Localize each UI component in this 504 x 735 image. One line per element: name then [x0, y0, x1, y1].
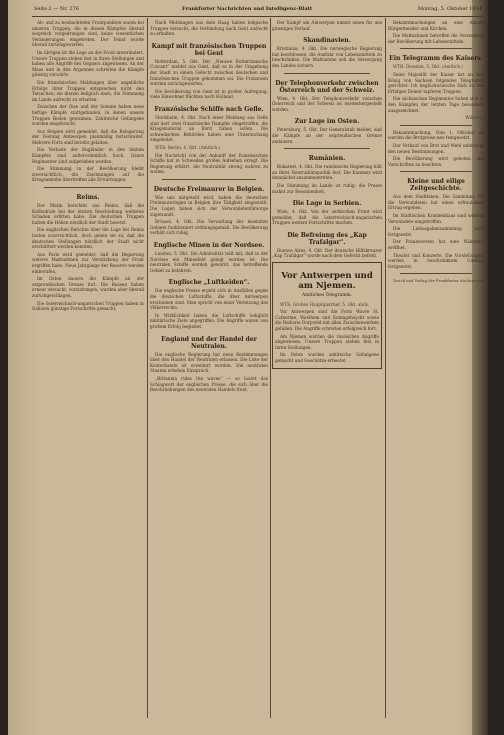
article-text: Die französischen Meldungen über angebliche Erfolge ihrer Truppen entsprechen nicht den Tatsachen; sie dienen lediglich dazu, die Stimmung im Lande aufrecht zu erhalten.: [32, 79, 144, 102]
article-text: Seine Majestät der Kaiser hat an den König von Sachsen folgendes Telegramm gerichtet: Ich beglückwünsche Dich zu den Erfolgen Deiner tapferen Truppen.: [388, 71, 484, 94]
article-text: Die Stimmung in der Bevölkerung bleibt zuversichtlich; die Zeichnungen auf die Kriegsanleihe übertreffen alle Erwartungen.: [32, 166, 144, 183]
article-text: Wien, 4. Okt. Von der serbischen Front wird gemeldet, daß die österreichisch-ungarischen Truppen weitere Fortschritte machen.: [272, 209, 382, 226]
article-heading: Die Befreiung des „Kap Trafalgar“.: [287, 231, 367, 246]
article-text: Im Osten dauern die Kämpfe an der ostpreußischen Grenze fort. Die Russen haben erneut versucht, vorzudringen, wurden aber überall zurückgeschlagen.: [32, 276, 144, 298]
separator: [284, 73, 370, 74]
column-rule: [385, 18, 386, 718]
column-2: [150, 20, 268, 720]
article-text: Im Städtischen Krankenhaus sind weitere Verwundete eingetroffen.: [388, 213, 484, 224]
official-telegram-box: [272, 262, 382, 369]
signature: Wilhelm.: [465, 115, 484, 121]
separator: [44, 187, 132, 188]
article-heading: Ein Telegramm des Kaisers.: [389, 55, 483, 63]
article-heading-large: Vor Antwerpen und am Njemen.: [281, 271, 373, 292]
article-text: Ab- und zu beobachteten Frontpunkten waren bei unseren Truppen, die in diesen Kämpfen überall siegreich vorgedrungen sind, keine wesentlichen Veränderungen eingetreten. Der Feind wurde überall zurückgeworfen.: [32, 20, 144, 48]
article-text: Der Kampf um Antwerpen nimmt einen für uns günstigen Verlauf.: [272, 20, 382, 31]
article-heading: Der Telephonverkehr zwischen Österreich und der Schweiz.: [275, 79, 379, 94]
article-text: Stockholm, 4. Okt. Nach einer Meldung aus Gefle sind dort zwei französische Dampfer eingetroffen, die Kriegsmaterial an Bord haben sollen. Die schwedischen Behörden haben eine Untersuchung eingeleitet.: [150, 114, 268, 143]
imprint: Druck und Verlag der Frankfurter Nachrichten: [393, 278, 484, 284]
article-text: Der Frauenverein hat eine Nähstube eröffnet.: [388, 239, 484, 251]
separator: [400, 273, 472, 274]
article-text: Rotterdam, 5. Okt. Der „Nieuwe Rotterdamsche Courant“ meldet aus Gent, daß es in der Umgebung der Stadt zu einem Gefecht zwischen deutschen und französischen Truppen gekommen sei. Die Franzosen wurden zurückgeworfen.: [150, 58, 268, 87]
article-text: Die Stimmung im Lande ist ruhig; die Presse mahnt zur Besonnenheit.: [272, 182, 382, 194]
column-rule: [147, 18, 148, 718]
issue-date: Montag, 5. Oktober 1914: [417, 6, 482, 12]
article-text: London, 5. Okt. Die Admiralität teilt mit, daß in der Nordsee ein Minenfeld gelegt worden ist. Die neutralen Schiffe werden gewarnt, das betreffende Gebiet zu befahren.: [150, 251, 268, 273]
article-text: Theater und Konzerte. Die Vorstellungen werden in beschränktem Umfang fortgesetzt.: [388, 252, 484, 269]
article-text: Die Nachricht von der Ankunft der französischen Schiffe hat in Schweden großes Aufsehen erregt. Die Regierung erklärt, die Neutralität streng wahren zu wollen.: [150, 152, 268, 175]
separator: [400, 171, 472, 172]
separator: [162, 179, 256, 180]
article-text: Die Maßnahmen betreffen die Versorgung der Bevölkerung mit Lebensmitteln.: [388, 33, 484, 44]
article-text: Zwischen der Oise und der Somme haben neue heftige Kämpfe stattgefunden, in denen unsere Truppen Boden gewannen. Zahlreiche Gefangene wurden eingebracht.: [32, 104, 144, 127]
article-text: „Britannia rules the waves“ — so lautet das Schlagwort der englischen Presse, die sich über die Beschränkungen des neutralen Handels freut.: [150, 375, 268, 393]
article-text: Wien, 4. Okt. Der Telephonverkehr zwischen Österreich und der Schweiz ist wiederhergestellt worden.: [272, 95, 382, 112]
article-text: Die Liebesgabensammlung wird fortgesetzt.: [388, 226, 484, 237]
article-text: Die englische Regierung hat neue Bestimmungen über den Handel der Neutralen erlassen. Die Liste der Konterbande ist erweitert worden. Die neutralen Staaten erheben Einspruch.: [150, 351, 268, 374]
article-text: Am Njemen wurden die russischen Angriffe abgewiesen. Unsere Truppen stehen fest in ihren Stellungen.: [275, 333, 379, 350]
page-header: [32, 4, 488, 17]
article-text: Buenos Aires, 4. Okt. Der deutsche Hilfskreuzer „Kap Trafalgar“ wurde nach dem Gefecht befreit.: [272, 247, 382, 259]
article-text: Die Bevölkerung wird gebeten, die Vorschriften zu beachten.: [388, 156, 484, 167]
article-text: Bukarest, 4. Okt. Die rumänische Regierung hält an ihrer Neutralitätspolitik fest. Die Kammer wird demnächst zusammentreten.: [272, 164, 382, 181]
dateline: WTB. Großes Hauptquartier, 5. Okt. abds.: [280, 301, 370, 307]
article-heading: Zur Lage im Osten.: [294, 118, 360, 126]
article-heading: England und der Handel der Neutralen.: [161, 335, 257, 350]
article-heading: Englische Minen in der Nordsee.: [153, 242, 265, 250]
article-text: Der Matin berichtet aus Reims, daß die Kathedrale bei der letzten Beschießung weiteren Schaden erlitten habe. Die deutschen Truppen halten die Höhen nördlich der Stadt besetzt.: [32, 203, 144, 225]
article-heading: Französische Schiffe nach Gefle.: [154, 105, 264, 113]
article-text: Der Verkauf von Brot und Mehl unterliegt den neuen Bestimmungen.: [388, 142, 484, 154]
article-text: Die sächsischen Regimenter haben sich in den Kämpfen der letzten Tage besonders ausgezeichnet.: [388, 96, 484, 113]
article-text: Die Bevölkerung von Gent ist in großer Aufregung; viele Einwohner flüchten nach Holland.: [150, 88, 268, 100]
article-heading: Die Lage in Serbien.: [292, 200, 362, 208]
article-text: Brüssel, 4. Okt. Die Verwaltung der besetzten Gebiete funktioniert ordnungsgemäß. Die Bevölkerung verhält sich ruhig.: [150, 219, 268, 236]
newspaper-title: Frankfurter Nachrichten und Intelligenz-Blatt: [182, 6, 313, 12]
article-text: Vor Antwerpen sind die Forts Wavre St. Catherine, Waelhem und Koningshoyckt sowie die Redoute Dorpveld mit allen Zwischenwerken gefallen. Die Angriffe schreiten erfolgreich fort.: [275, 309, 379, 332]
column-rule: [270, 18, 271, 718]
article-heading: Kleine und eilige Zeitgeschichte.: [407, 178, 465, 193]
article-heading: Skandinavien.: [303, 37, 351, 45]
article-subheading: Amtliches Telegramm.: [302, 293, 352, 299]
separator: [400, 48, 472, 49]
article-text: Petersburg, 5. Okt. Der Generalstab meldet, daß die Kämpfe an der ostpreußischen Grenze andauern.: [272, 127, 382, 144]
newspaper-page: [8, 0, 488, 735]
article-heading: Reims.: [76, 194, 100, 202]
article-text: Bekanntmachung. Vom 1. Oktober ab werden die Brotpreise neu festgesetzt.: [388, 129, 484, 141]
article-text: Nach Meldungen aus dem Haag haben belgische Truppen versucht, die Verbindung nach Gent aufrecht zu erhalten.: [150, 20, 268, 37]
column-1: [32, 20, 144, 720]
article-text: Im übrigen ist die Lage an der Front unverändert. Unsere Truppen stehen fest in ihren Stellungen und haben alle Angriffe des Gegners abgewiesen. An der Maas und in den Argonnen schreiten die Kämpfe günstig vorwärts.: [32, 49, 144, 78]
article-text: Kristiania, 4. Okt. Die norwegische Regierung hat beschlossen, die Ausfuhr von Lebensmitteln zu beschränken. Die Maßnahme soll die Versorgung des Landes sichern.: [272, 46, 382, 68]
separator: [400, 125, 472, 126]
page-number: Seite 2 — Nr. 276: [34, 6, 79, 12]
article-text: Aus Paris wird gemeldet, daß die Regierung weitere Maßnahmen zur Verstärkung der Front ergriffen habe. Neue Jahrgänge der Reserve werden einberufen.: [32, 251, 144, 274]
column-4: [388, 20, 484, 720]
article-text: In Wirklichkeit haben die Luftschiffe lediglich militärische Ziele angegriffen. Die Angriffe waren von großem Erfolg begleitet.: [150, 312, 268, 329]
article-heading: Rumänien.: [308, 155, 346, 163]
article-heading: Kampf mit französischen Truppen bei Gent: [151, 42, 267, 57]
article-text: Aus Belgien wird gemeldet, daß die Belagerung der Festung Antwerpen planmäßig fortschreitet. Mehrere Forts sind bereits gefallen.: [32, 128, 144, 145]
article-text: Die österreichisch-ungarischen Truppen haben in Galizien günstige Fortschritte gemacht.: [32, 300, 144, 312]
article-text: Aus dem Stadtleben. Die Sammlung für die Verwundeten hat einen erfreulichen Ertrag ergeben.: [388, 194, 484, 211]
dateline: WTB. Berlin, 4. Okt. (Amtlich.): [155, 144, 221, 150]
article-text: Die englische Presse ergeht sich in Ausfällen gegen die deutschen Luftschiffe, die über Antwerpen erschienen sind. Man spricht von einer Verletzung des Völkerrechts.: [150, 288, 268, 311]
article-heading: Englische „Luftkeiden“.: [168, 279, 250, 287]
article-text: Die Verluste der Engländer in den letzten Kämpfen sind außerordentlich hoch. Ganze Regimenter sind aufgerieben worden.: [32, 147, 144, 164]
article-heading: Deutsche Freimaurer in Belgien.: [153, 185, 265, 193]
separator: [284, 148, 370, 149]
article-text: Wie uns mitgeteilt wird, haben die deutschen Freimaurerlogen in Belgien ihre Tätigkeit eingestellt. Die Logen haben sich der Verwundetenfürsorge zugewandt.: [150, 194, 268, 217]
dateline: WTB. Dresden, 5. Okt. (Amtlich.): [393, 64, 463, 70]
article-text: Die englischen Berichte über die Lage bei Reims lauten zuversichtlich, doch geben sie zu, daß die deutschen Stellungen nördlich der Stadt nicht erschüttert werden konnten.: [32, 227, 144, 250]
article-text: Bekanntmachungen an eine Anzahl Bürgermeister und Kirchen.: [388, 20, 484, 31]
column-3: [272, 20, 382, 720]
article-text: Im Osten wurden zahlreiche Gefangene gemacht und Geschütze erbeutet.: [275, 352, 379, 363]
